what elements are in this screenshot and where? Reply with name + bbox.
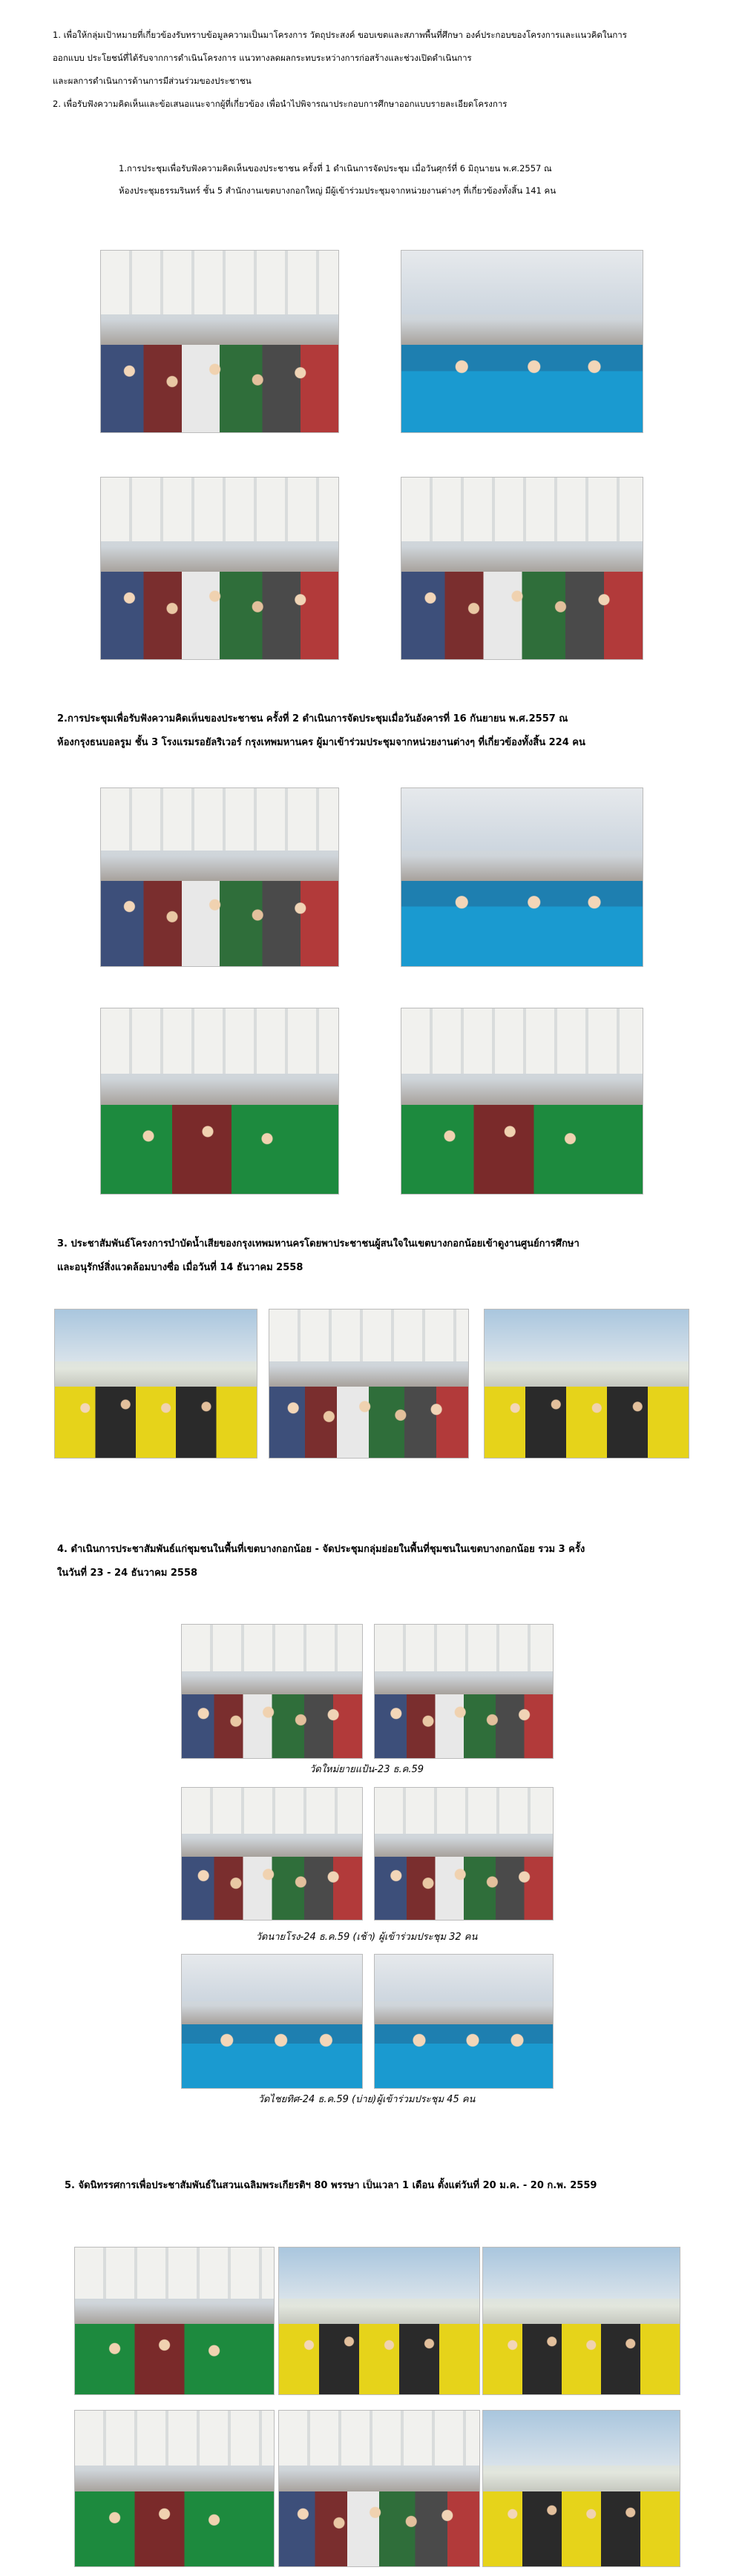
intro-line: ออกแบบ ประโยชน์ที่ได้รับจากการดำเนินโครงการ แนวทางลดผลกระทบระหว่างการก่อสร้างและช่วงเปิดดำเนินการ <box>53 53 472 63</box>
meeting-1-description <box>119 157 638 202</box>
section-4-description <box>57 1538 710 1585</box>
meeting-1-line: 1.การประชุมเพื่อรับฟังความคิดเห็นของประชาชน ครั้งที่ 1 ดำเนินการจัดประชุม เมื่อวันศุกร์ที่ 6 มิถุนายน พ.ศ.2557 ณ <box>119 163 552 174</box>
section-4-photo-2a <box>181 1787 363 1921</box>
meeting-1-photo-audience <box>100 477 339 660</box>
section-3-line: และอนุรักษ์สิ่งแวดล้อมบางซื่อ เมื่อวันที่ 14 ธันวาคม 2558 <box>57 1262 303 1273</box>
intro-line: 1. เพื่อให้กลุ่มเป้าหมายที่เกี่ยวข้องรับทราบข้อมูลความเป็นมาโครงการ วัตถุประสงค์ ขอบเขตและสภาพพื้นที่ศึกษา องค์ประกอบของโครงการและแนวคิดในการ <box>53 30 627 40</box>
meeting-2-photo-panel <box>401 787 643 967</box>
section-3-photo-tour <box>484 1309 689 1459</box>
meeting-2-line: 2.การประชุมเพื่อรับฟังความคิดเห็นของประชาชน ครั้งที่ 2 ดำเนินการจัดประชุมเมื่อวันอังคารที่ 16 กันยายน พ.ศ.2557 ณ <box>57 713 568 724</box>
section-4-photo-1b <box>374 1624 554 1759</box>
section-5-line: 5. จัดนิทรรศการเพื่อประชาสัมพันธ์ในสวนเฉลิมพระเกียรติฯ 80 พรรษา เป็นเวลา 1 เดือน ตั้งแต่วันที่ 20 ม.ค. - 20 ก.พ. 2559 <box>65 2180 597 2191</box>
intro-line: และผลการดำเนินการด้านการมีส่วนร่วมของประชาชน <box>53 76 252 86</box>
section-3-photo-lecture <box>269 1309 469 1459</box>
section-5-photo-3 <box>482 2247 680 2395</box>
section-5-photo-6 <box>482 2410 680 2567</box>
section-4-caption-3: วัดไชยทิศ-24 ธ.ค.59 (บ่าย)ผู้เข้าร่วมประชุม 45 คน <box>257 2094 476 2105</box>
meeting-2-photo-hall <box>100 1008 339 1195</box>
meeting-2-description <box>57 707 710 755</box>
section-5-photo-4 <box>74 2410 275 2567</box>
meeting-2-photo-speaker <box>401 1008 643 1195</box>
section-4-caption-2: วัดนายโรง-24 ธ.ค.59 (เช้า) ผู้เข้าร่วมประชุม 32 คน <box>255 1932 478 1943</box>
meeting-2-photo-exhibition <box>100 787 339 967</box>
section-4-photo-1a <box>181 1624 363 1759</box>
section-5-photo-2 <box>278 2247 480 2395</box>
meeting-1-photo-speaker <box>401 477 643 660</box>
section-3-photo-group <box>54 1309 257 1459</box>
section-4-line: ในวันที่ 23 - 24 ธันวาคม 2558 <box>57 1568 198 1579</box>
section-5-description <box>65 2174 718 2198</box>
section-4-photo-3a <box>181 1954 363 2089</box>
section-4-photo-2b <box>374 1787 554 1921</box>
section-4-line: 4. ดำเนินการประชาสัมพันธ์แก่ชุมชนในพื้นที่เขตบางกอกน้อย - จัดประชุมกลุ่มย่อยในพื้นที่ชุมชนในเขตบางกอกน้อย รวม 3 ครั้ง <box>57 1544 585 1555</box>
section-4-caption-1: วัดใหม่ยายแป้น-23 ธ.ค.59 <box>309 1764 424 1775</box>
meeting-1-photo-registration <box>100 250 339 433</box>
intro-line: 2. เพื่อรับฟังความคิดเห็นและข้อเสนอแนะจากผู้ที่เกี่ยวข้อง เพื่อนำไปพิจารณาประกอบการศึกษาออกแบบรายละเอียดโครงการ <box>53 99 508 109</box>
section-5-photo-5 <box>278 2410 480 2567</box>
section-5-photo-1 <box>74 2247 275 2395</box>
section-4-photo-3b <box>374 1954 554 2089</box>
meeting-2-line: ห้องกรุงธนบอลรูม ชั้น 3 โรงแรมรอยัลริเวอร์ กรุงเทพมหานคร ผู้มาเข้าร่วมประชุมจากหน่วยงานต่างๆ ที่เกี่ยวข้องทั้งสิ้น 224 คน <box>57 737 585 748</box>
section-3-line: 3. ประชาสัมพันธ์โครงการบำบัดน้ำเสียของกรุงเทพมหานครโดยพาประชาชนผู้สนใจในเขตบางกอกน้อยเข้าดูงานศูนย์การศึกษา <box>57 1238 580 1249</box>
section-3-description <box>57 1232 710 1280</box>
meeting-1-line: ห้องประชุมธรรมรินทร์ ชั้น 5 สำนักงานเขตบางกอกใหญ่ มีผู้เข้าร่วมประชุมจากหน่วยงานต่างๆ ที่เกี่ยวข้องทั้งสิ้น 141 คน <box>119 185 556 196</box>
intro-objectives <box>53 24 706 116</box>
meeting-1-photo-panel <box>401 250 643 433</box>
